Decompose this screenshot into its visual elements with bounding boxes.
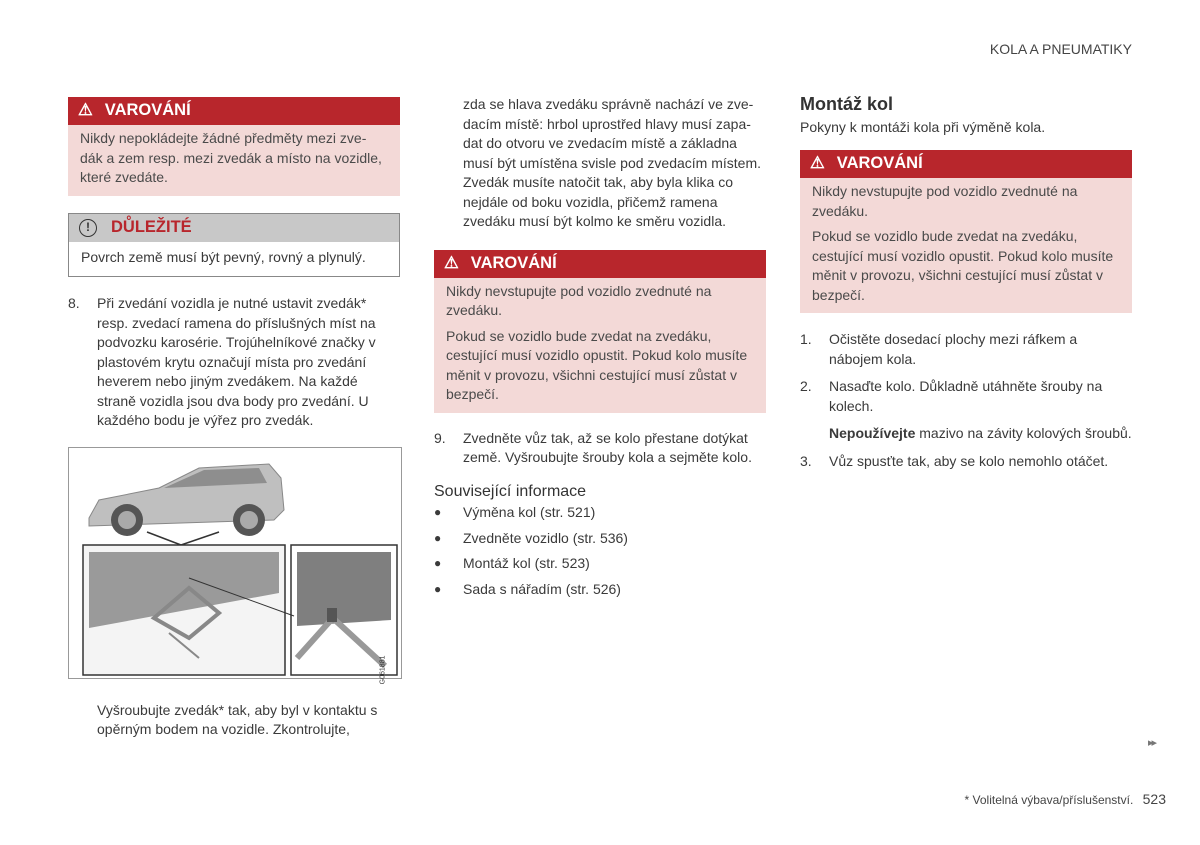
warning-triangle-icon: ⚠: [78, 101, 93, 120]
warning-box: [434, 250, 766, 413]
warning-text: Nikdy nepokládejte žádné předměty mezi zve-dák a zem resp. mezi zvedák a místo na vozidle, které zvedáte.: [80, 130, 382, 185]
bullet-icon: ●: [434, 505, 442, 519]
continued-text: Vyšroubujte zvedák* tak, aby byl v kontaktu s opěrným bodem na vozidle. Zkontrolujte,: [97, 701, 378, 737]
warning-triangle-icon: ⚠: [810, 154, 825, 173]
step-number: 2.: [800, 378, 812, 394]
important-text: Povrch země musí být pevný, rovný a plynulý.: [68, 242, 400, 278]
important-box: [68, 213, 400, 278]
step-text: Očistěte dosedací plochy mezi ráfkem a nábojem kola.: [829, 331, 1078, 367]
jack-illustration: [68, 447, 402, 685]
step-number: 1.: [800, 331, 812, 347]
related-link[interactable]: Sada s nářadím (str. 526): [463, 580, 621, 597]
bullet-icon: ●: [434, 556, 442, 570]
bullet-icon: ●: [434, 581, 442, 596]
page-footer: [965, 790, 1166, 811]
continue-arrows-icon: ▸▸: [1148, 737, 1156, 749]
column-1: [68, 97, 400, 740]
step-text: Při zvedání vozidla je nutné ustavit zvedák* resp. zvedací ramena do příslušných míst na podvozku karosérie. Trojúhelníkové značky v plastovém krytu označují místa pro zvedání heverem nebo jiným zvedákem. Na každé straně vozidla jsou dva body pro zvedání. U každého bodu je výřez pro zvedák.: [97, 295, 376, 428]
warning-box: [800, 150, 1132, 313]
step-3: [800, 452, 1132, 472]
related-link[interactable]: Zvedněte vozidlo (str. 536): [463, 529, 628, 546]
page-number: 523: [1142, 791, 1166, 807]
related-link[interactable]: Montáž kol (str. 523): [463, 555, 590, 571]
intro-text: Pokyny k montáži kola při výměně kola.: [800, 118, 1046, 135]
related-links: [434, 503, 766, 599]
step-1: [800, 330, 1132, 369]
step-8: [68, 294, 400, 431]
note-bold: Nepoužívejte: [829, 425, 916, 441]
column-3: [800, 95, 1132, 471]
warning-box: [68, 97, 400, 196]
note-text: mazivo na závity kolových šroubů.: [915, 425, 1132, 441]
step-2: [800, 377, 1132, 416]
exclamation-circle-icon: !: [79, 219, 97, 237]
warning-text: Nikdy nevstupujte pod vozidlo zvednuté na zvedáku.: [446, 282, 712, 318]
warning-title: VAROVÁNÍ: [836, 154, 923, 173]
warning-text: Pokud se vozidlo bude zvedat na zvedáku, cestující musí vozidlo opustit. Pokud kolo musíte měnit v provozu, všichni cestující musí zůstat v bezpečí.: [812, 228, 1114, 303]
footnote: * Volitelná výbava/příslušenství.: [964, 793, 1134, 807]
step-text: Vůz spusťte tak, aby se kolo nemohlo otáčet.: [829, 452, 1109, 469]
related-info-heading: Související informace: [434, 482, 587, 500]
step-number: 8.: [68, 295, 80, 311]
warning-text: Pokud se vozidlo bude zvedat na zvedáku, cestující musí vozidlo opustit. Pokud kolo musíte měnit v provozu, všichni cestující musí zůstat v bezpečí.: [446, 327, 748, 402]
section-title: Montáž kol: [800, 94, 893, 114]
bullet-icon: ●: [434, 530, 442, 545]
step-number: 9.: [434, 429, 446, 446]
step-text: Nasaďte kolo. Důkladně utáhněte šrouby na kolech.: [829, 378, 1103, 414]
step-9: [434, 429, 766, 468]
section-header: KOLA A PNEUMATIKY: [989, 41, 1132, 57]
car-jack-figure: [69, 448, 401, 678]
figure-code: G061881: [379, 655, 387, 685]
warning-title: VAROVÁNÍ: [470, 253, 557, 272]
step-number: 3.: [800, 452, 812, 469]
warning-text: Nikdy nevstupujte pod vozidlo zvednuté na zvedáku.: [812, 183, 1078, 219]
important-title: DŮLEŽITÉ: [111, 217, 192, 236]
step-note: [829, 424, 1132, 444]
step-text: Zvedněte vůz tak, až se kolo přestane dotýkat země. Vyšroubujte šrouby kola a sejměte kolo.: [463, 429, 752, 465]
related-link[interactable]: Výměna kol (str. 521): [463, 504, 596, 520]
warning-title: VAROVÁNÍ: [104, 101, 191, 120]
continued-text: zda se hlava zvedáku správně nachází ve zve-dacím místě: hrbol uprostřed hlavy musí zapa-dat do otvoru ve zvedacím místě a základna musí být umístěna svisle pod zvedacím místem. Zvedák musíte natočit tak, aby byla klika co nejdále od boku vozidla, přičemž ramena zvedáku musí být kolmo ke směru vozidla.: [463, 96, 761, 229]
warning-triangle-icon: ⚠: [444, 253, 459, 272]
column-2: [434, 95, 766, 605]
